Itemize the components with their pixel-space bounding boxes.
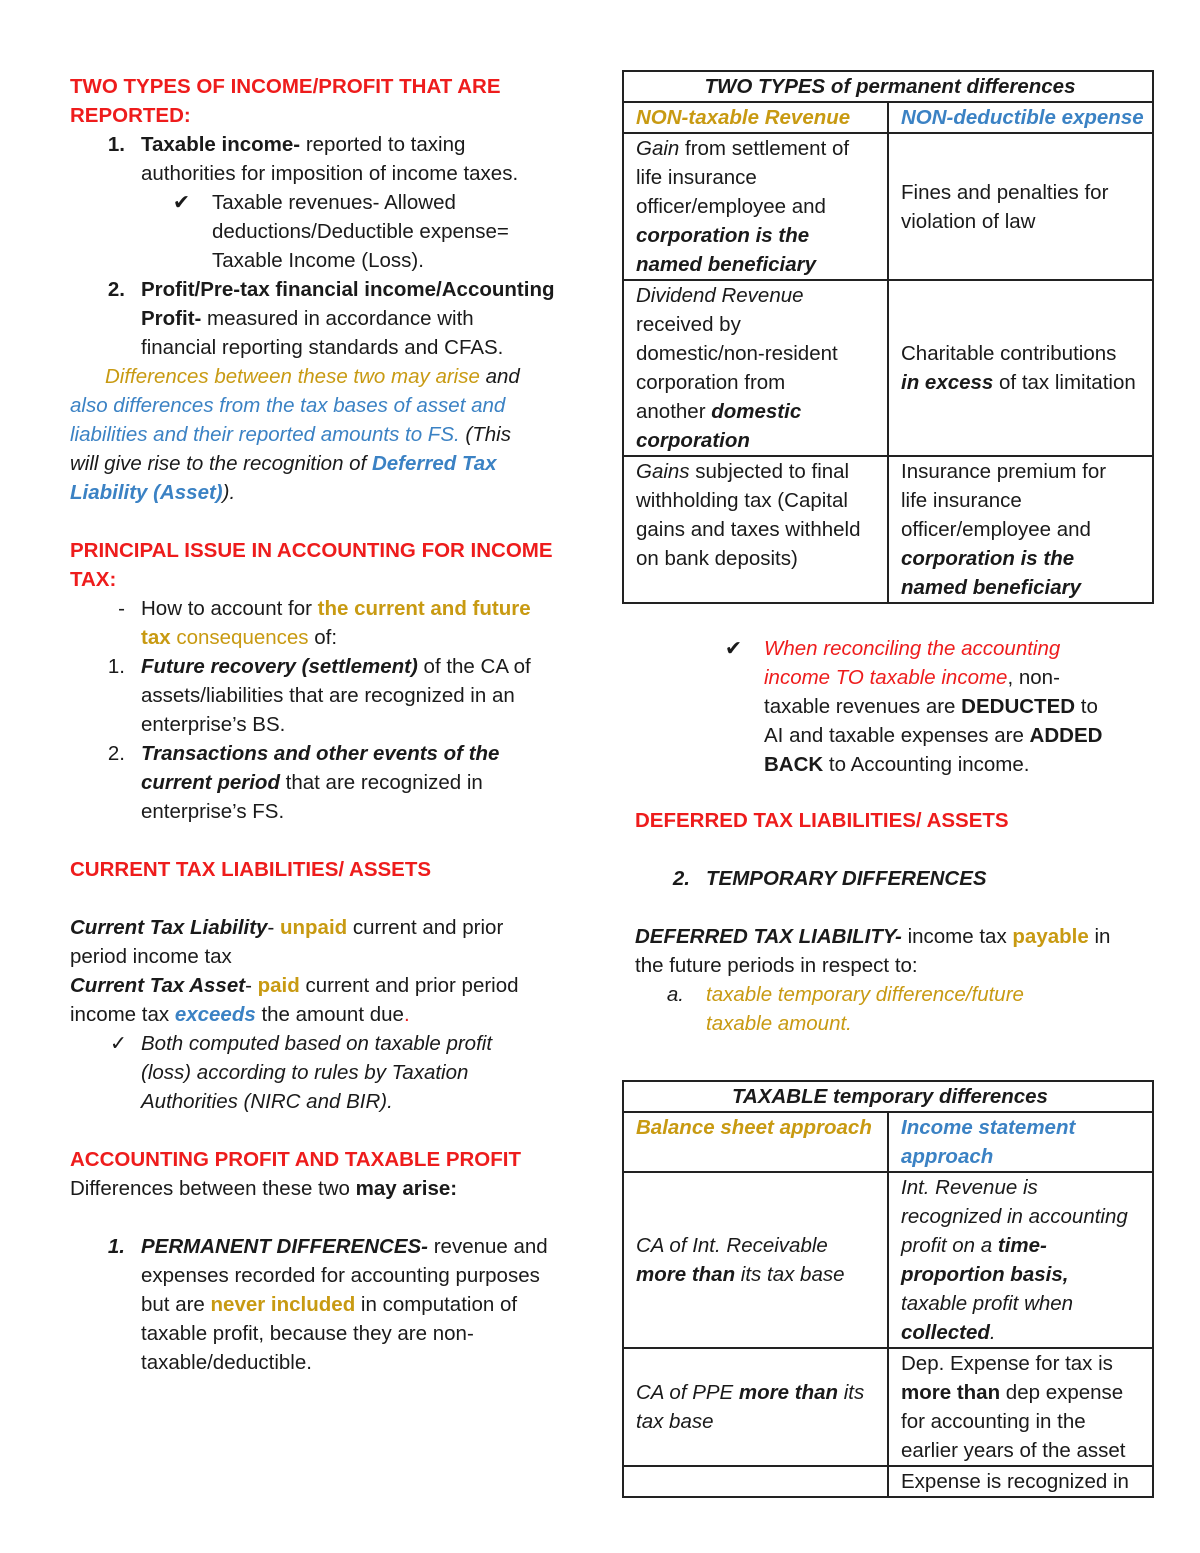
differences-paragraph: Differences between these two may arise and also differences from the tax bases of asset and liabilities and their reported amounts to FS. (This will give rise to the recognition of Deferred Tax Liability (Asset)).: [70, 365, 520, 504]
column-header-balance-sheet: Balance sheet approach: [623, 1112, 888, 1172]
check-icon: ✔: [724, 637, 742, 660]
table-cell: Int. Revenue is recognized in accounting profit on a time- proportion basis, taxable profit when collected.: [888, 1172, 1153, 1348]
check-icon: ✓: [109, 1032, 127, 1055]
section-heading-principal-issue: PRINCIPAL ISSUE IN ACCOUNTING FOR INCOME TAX:: [70, 539, 553, 591]
list-item-future-recovery: 1. Future recovery (settlement) of the CA of assets/liabilities that are recognized in an enterprise’s BS.: [107, 655, 531, 736]
checklist-item-both-computed: ✓ Both computed based on taxable profit (loss) according to rules by Taxation Authorities (NIRC and BIR).: [70, 1029, 565, 1116]
current-tax-asset-definition: Current Tax Asset- paid current and prior period income tax exceeds the amount due.: [70, 974, 519, 1026]
right-column: [622, 70, 1154, 1498]
section-heading-current-tax: CURRENT TAX LIABILITIES/ ASSETS: [70, 858, 432, 881]
check-icon: ✔: [172, 191, 190, 214]
taxable-temporary-differences-table: [622, 1080, 1154, 1498]
list-item-permanent-differences: 1. PERMANENT DIFFERENCES- revenue and expenses recorded for accounting purposes but are never included in computation of taxable profit, because they are non- taxable/deductible.: [107, 1235, 548, 1374]
left-column: [70, 72, 565, 1377]
table-title: TWO TYPES of permanent differences: [623, 71, 1153, 102]
column-header-non-deductible: NON-deductible expense: [888, 102, 1153, 133]
permanent-differences-table: [622, 70, 1154, 604]
list-item-accounting-profit: 2. Profit/Pre-tax financial income/Accounting Profit- measured in accordance with financial reporting standards and CFAS.: [107, 278, 555, 359]
table-cell: Gains subjected to final withholding tax (Capital gains and taxes withheld on bank deposits): [623, 456, 888, 603]
table-row: [623, 1172, 1153, 1348]
section-heading-income-types: TWO TYPES OF INCOME/PROFIT THAT ARE REPORTED:: [70, 75, 501, 127]
section-heading-accounting-profit: ACCOUNTING PROFIT AND TAXABLE PROFIT: [70, 1148, 521, 1171]
list-item-temporary-differences: 2. TEMPORARY DIFFERENCES: [672, 867, 987, 890]
table-cell: CA of Int. Receivable more than its tax base: [623, 1172, 888, 1348]
table-cell: Fines and penalties for violation of law: [888, 133, 1153, 280]
list-item-how-to-account: - How to account for the current and future tax consequences of:: [118, 597, 531, 649]
table-cell: Dividend Revenue received by domestic/non-resident corporation from another domestic corporation: [623, 280, 888, 456]
checklist-item-reconciling: ✔ When reconciling the accounting income TO taxable income, non- taxable revenues are DEDUCTED to AI and taxable expenses are ADDED BACK to Accounting income.: [622, 634, 1154, 779]
current-tax-liability-definition: Current Tax Liability- unpaid current and prior period income tax: [70, 916, 504, 968]
table-row: [623, 1466, 1153, 1497]
table-cell: Dep. Expense for tax is more than dep expense for accounting in the earlier years of the asset: [888, 1348, 1153, 1466]
deferred-tax-liability-definition: DEFERRED TAX LIABILITY- income tax payable in the future periods in respect to:: [635, 925, 1111, 977]
table-cell: Gain from settlement of life insurance officer/employee and corporation is the named beneficiary: [623, 133, 888, 280]
list-item-transactions: 2. Transactions and other events of the current period that are recognized in enterprise’s FS.: [107, 742, 500, 823]
differences-may-arise: Differences between these two may arise:: [70, 1177, 458, 1200]
column-header-income-statement: Income statement approach: [888, 1112, 1153, 1172]
column-header-non-taxable: NON-taxable Revenue: [623, 102, 888, 133]
section-heading-deferred-tax: DEFERRED TAX LIABILITIES/ ASSETS: [635, 809, 1009, 832]
list-item-taxable-temporary: a. taxable temporary difference/future taxable amount.: [666, 983, 1024, 1035]
table-cell: Expense is recognized in: [888, 1466, 1153, 1497]
table-cell: [623, 1466, 888, 1497]
table-row: [623, 133, 1153, 280]
table-row: [623, 1348, 1153, 1466]
table-title: TAXABLE temporary differences: [623, 1081, 1153, 1112]
table-cell: Insurance premium for life insurance officer/employee and corporation is the named beneficiary: [888, 456, 1153, 603]
checklist-item-taxable-revenues: ✔ Taxable revenues- Allowed deductions/Deductible expense= Taxable Income (Loss).: [70, 188, 565, 275]
table-cell: CA of PPE more than its tax base: [623, 1348, 888, 1466]
list-item-taxable-income: 1. Taxable income- reported to taxing authorities for imposition of income taxes.: [107, 133, 519, 185]
table-row: [623, 456, 1153, 603]
table-cell: Charitable contributions in excess of tax limitation: [888, 280, 1153, 456]
table-row: [623, 280, 1153, 456]
